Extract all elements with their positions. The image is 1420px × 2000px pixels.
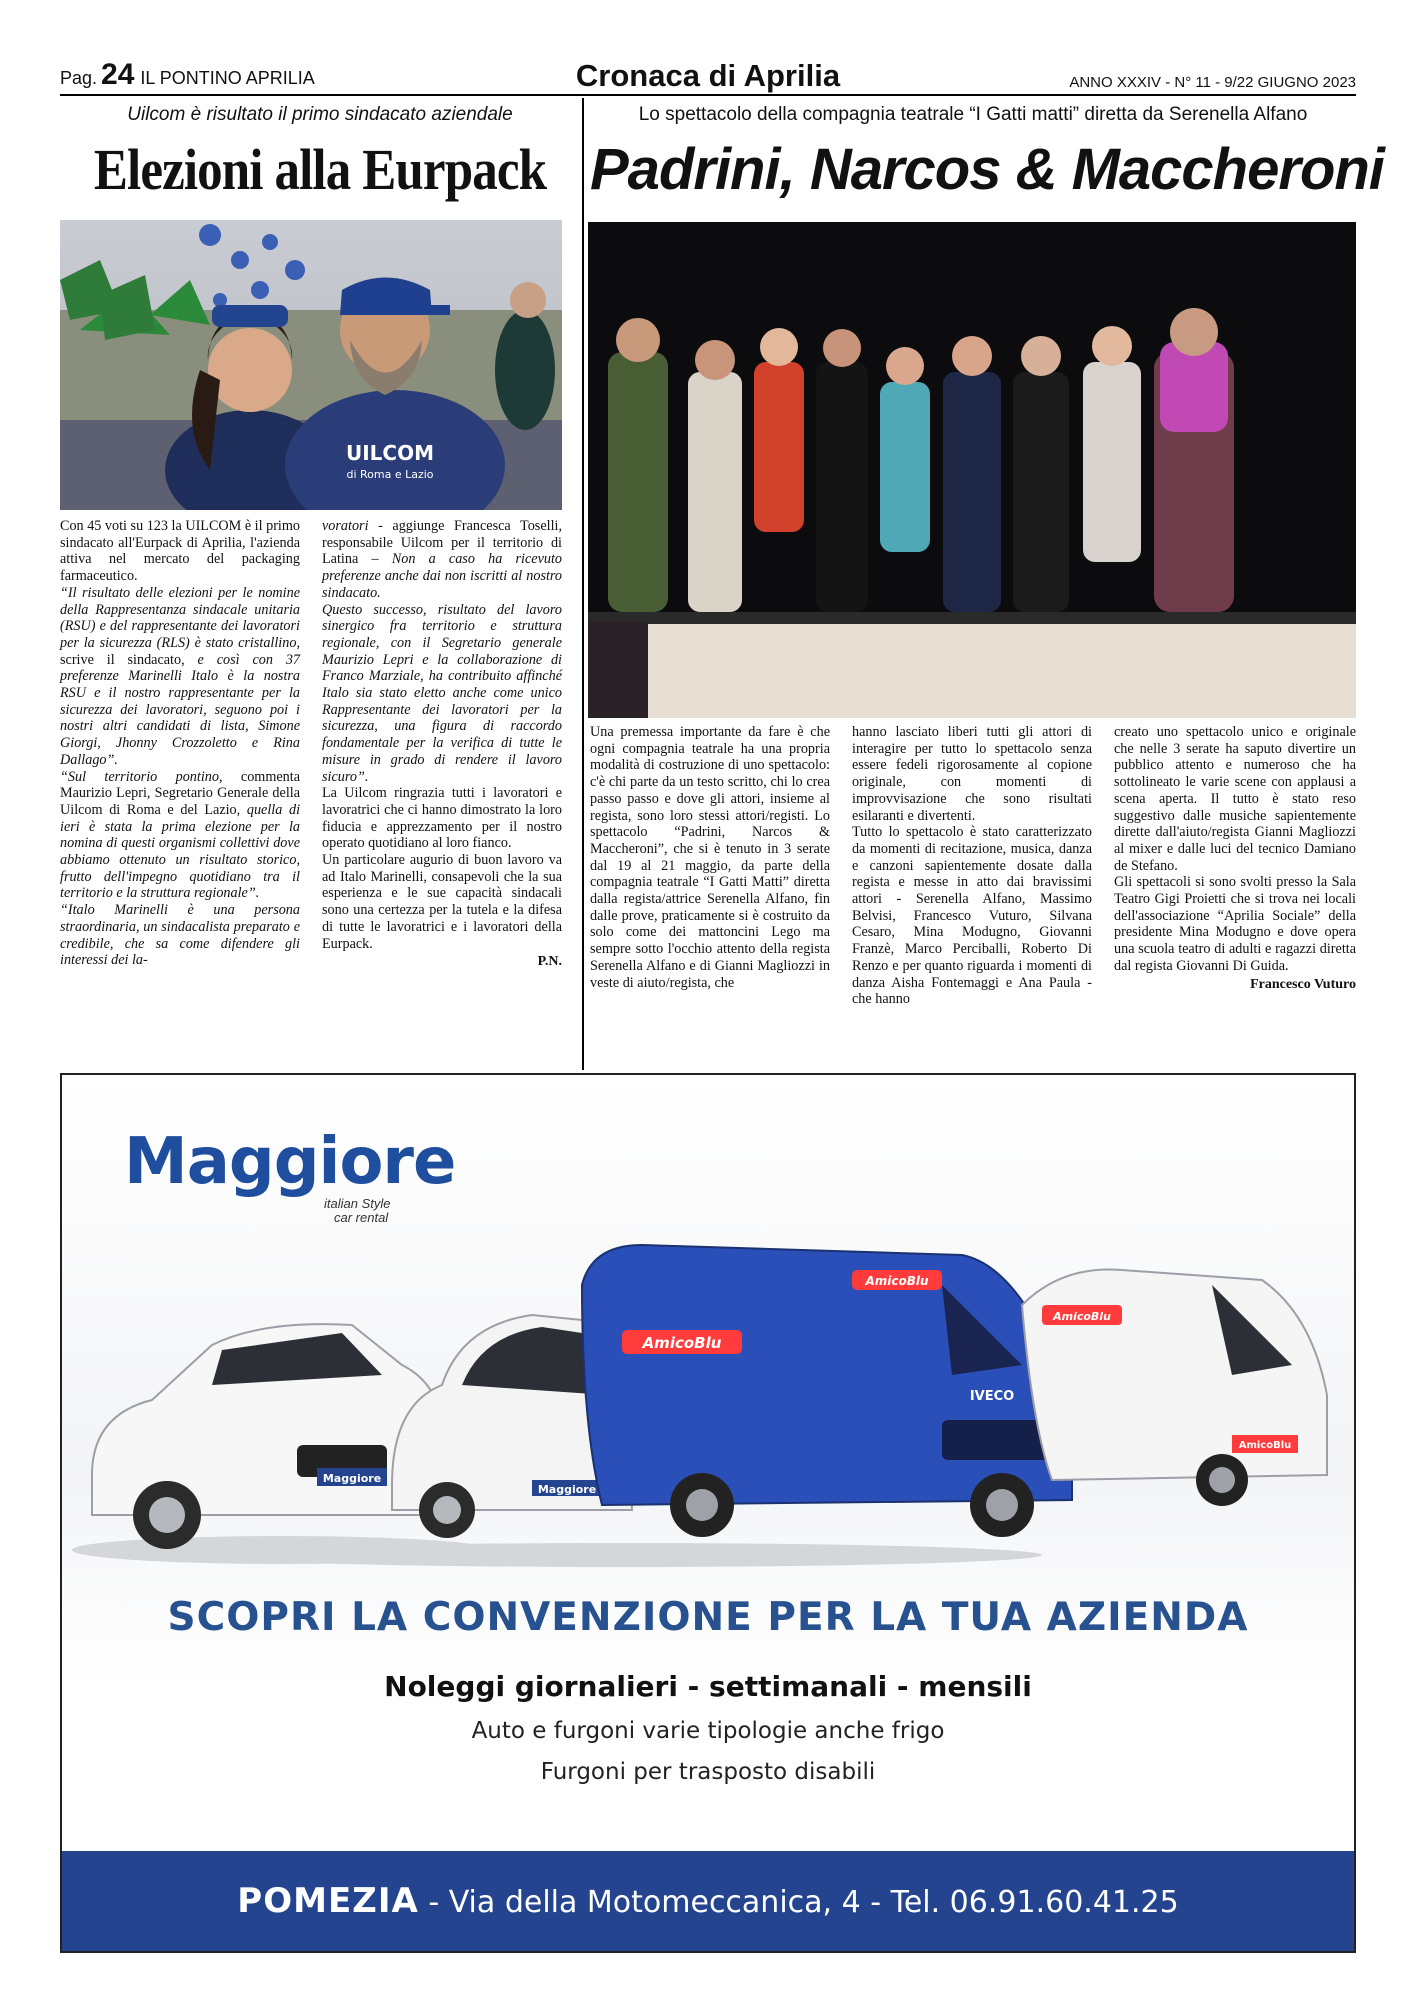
left-col1-attrib: scrive il sindacato,	[60, 651, 185, 668]
ad-city: POMEZIA	[237, 1881, 419, 1921]
left-col1-quote1: “Il risultato delle elezioni per le nomine della Rappresentanza sindacale unitaria (RSU) e del rappresentante dei lavoratori per la sicurezza (RLS) è stato cristallino,	[60, 584, 300, 651]
issue-info: ANNO XXXIV - N° 11 - 9/22 GIUGNO 2023	[1069, 74, 1356, 91]
fiat-plate-text: Maggiore	[537, 1483, 597, 1496]
left-col1-quote3: “Sul territorio pontino,	[60, 768, 223, 785]
left-col2-quote3: Questo successo, risultato del lavoro sinergico fra territorio e struttura regionale, con il Segretario generale Maurizio Lepri e la collaborazione di Franco Marziale, ha contribuito affinché Italo sia stato eletto anche come unico Rappresentante dei lavoratori per la sicurezza, una figura di raccordo fondamentale per la verifica di tutte le misure in grado di rendere il lavoro sicuro”.	[322, 601, 562, 785]
vehicles-illustration	[62, 1225, 1354, 1575]
ad-headline: SCOPRI LA CONVENZIONE PER LA TUA AZIENDA	[167, 1595, 1249, 1640]
berlingo-brand-text: AmicoBlu	[1053, 1310, 1111, 1323]
left-col1-attrib2: commenta Maurizio Lepri, Segretario Generale della Uilcom di Roma e del Lazio,	[60, 768, 300, 818]
left-col1-p1: Con 45 voti su 123 la UILCOM è il primo sindacato all'Eurpack di Aprilia, l'azienda attiva nel mercato del packaging farmaceutico.	[60, 518, 300, 585]
right-headline: Padrini, Narcos & Maccheroni	[590, 137, 1384, 202]
right-article-col-3	[1114, 724, 1356, 993]
publication-name: IL PONTINO APRILIA	[140, 68, 315, 88]
iveco-van	[582, 1245, 1072, 1537]
page-number: 24	[101, 58, 135, 91]
right-article-col-1	[590, 724, 830, 991]
berlingo-van	[1022, 1269, 1327, 1506]
ad-contact-bar	[62, 1851, 1354, 1951]
audi-car	[92, 1324, 442, 1549]
left-article-col-1	[60, 518, 300, 969]
ad-rental-periods: Noleggi giornalieri - settimanali - mensili	[384, 1670, 1032, 1703]
right-col3-p2: Gli spettacoli si sono svolti presso la Sala Teatro Gigi Proietti che si trova nei locali dell'associazione “Aprilia Sociale” della presidente Mina Modugno e dove opera una scuola teatro di adulti e ragazzi diretta dal regista Giovanni Di Guida.	[1114, 874, 1356, 974]
maggiore-advertisement[interactable]	[60, 1073, 1356, 1953]
maggiore-logo: Maggiore	[124, 1125, 456, 1199]
tagline-line-1: italian Style	[324, 1196, 391, 1211]
theatre-photo	[588, 222, 1356, 718]
photo-uilcom-label: UILCOM	[345, 441, 435, 465]
photo-uilcom-sub: di Roma e Lazio	[346, 468, 434, 481]
tagline-line-2: car rental	[334, 1210, 389, 1225]
left-article-col-2	[322, 518, 562, 971]
berlingo-plate-text: AmicoBlu	[1238, 1440, 1292, 1451]
ad-vehicle-types: Auto e furgoni varie tipologie anche frigo	[471, 1718, 945, 1744]
ad-disabled-transport: Furgoni per trasposto disabili	[540, 1759, 876, 1785]
van-brand-text: AmicoBlu	[642, 1334, 722, 1352]
left-col2-p3: Un particolare augurio di buon lavoro va ad Italo Marinelli, consapevoli che la sua esperienza e le sue capacità sindacali sono una certezza per la tutela e la difesa di tutte le lavoratrici e i lavoratori della Eurpack.	[322, 852, 562, 952]
left-col1-quote2: e così con 37 preferenze Marinelli Italo è la nostra RSU e il nostro rappresentante per la sicurezza dei lavoratori, seguono poi i nostri altri candidati di lista, Simone Giorgi, Jhonny Crozzoletto e Rina Dallago”.	[60, 651, 301, 768]
right-article-col-2	[852, 724, 1092, 1008]
section-title: Cronaca di Aprilia	[575, 58, 841, 93]
left-col2-quote2: Non a caso ha ricevuto preferenze anche dai non iscritti al nostro sindacato.	[322, 551, 563, 601]
right-kicker: Lo spettacolo della compagnia teatrale “I Gatti matti” diretta da Serenella Alfano	[638, 104, 1308, 125]
right-col1-p1: Una premessa importante da fare è che ogni compagnia teatrale ha una propria modalità di costruzione di uno spettacolo: c'è chi parte da un testo scritto, chi lo crea passo passo e dove gli attori, insieme al regista, sono loro stessi attori/registi. Lo spettacolo “Padrini, Narcos & Maccheroni”, che si è tenuto in 3 serate dal 19 al 21 maggio, da parte della compagnia teatrale “I Gatti Matti” diretta dalla regista/attrice Serenella Alfano, fin dalle prove, praticamente si è costruito da solo come dei mattoncini Lego ma sempre sotto l'occhio attento della regista Serenella Alfano e di Gianni Magliozzi in veste di aiuto/regista, che	[590, 724, 830, 991]
right-signature: Francesco Vuturo	[1250, 976, 1356, 992]
left-col2-attrib: - aggiunge Francesca Toselli, responsabile Uilcom per il territorio di Latina –	[322, 518, 563, 568]
audi-plate-text: Maggiore	[322, 1472, 382, 1485]
page-header	[60, 60, 1356, 96]
ad-address-phone: - Via della Motomeccanica, 4 - Tel. 06.91.60.41.25	[418, 1885, 1179, 1920]
left-col2-quote1: voratori	[322, 518, 369, 534]
column-divider	[582, 98, 584, 1070]
van-make-text: IVECO	[969, 1389, 1015, 1404]
left-col1-quote4: quella di ieri è stata la prima elezione per la nomina di questi organismi collettivi dove abbiamo ottenuto un risultato storico, frutto dell'impegno quotidiano tra il territorio e la struttura regionale”.	[60, 801, 301, 902]
right-col3-p1: creato uno spettacolo unico e originale che nelle 3 serate ha saputo divertire un pubblico attento e numeroso che ha sottolineato le varie scene con applausi a scena aperta. Il tutto è stato reso suggestivo dalle musiche sapientemente dirette dall'aiuto/regista Gianni Magliozzi al mixer e dalle luci del tecnico Damiano de Stefano.	[1114, 724, 1356, 874]
left-signature: P.N.	[537, 954, 562, 970]
logo-tagline	[324, 1197, 390, 1225]
left-kicker: Uilcom è risultato il primo sindacato aziendale	[127, 104, 513, 125]
uilcom-photo	[60, 220, 562, 510]
page-label: Pag.	[60, 68, 98, 88]
van-brand-text-2: AmicoBlu	[865, 1274, 929, 1288]
right-col2-p1: hanno lasciato liberi tutti gli attori di interagire per tutto lo spettacolo senza essere fedeli rigorosamente al copione originale, con momenti di improvvisazione che sono risultati esilaranti e divertenti.	[852, 724, 1092, 824]
right-col2-p2: Tutto lo spettacolo è stato caratterizzato da momenti di recitazione, musica, danza e canzoni sapientemente dosate dalla regista e messe in atto dai bravissimi attori - Serenella Alfano, Massimo Belvisi, Francesco Vuturo, Silvana Cesaro, Mina Modugno, Giovanni Franzè, Marco Perciballi, Roberto Di Renzo e per quanto riguarda i momenti di danza Aisha Fontemaggi e Ana Paula - che hanno	[852, 824, 1092, 1008]
left-col1-quote5: “Italo Marinelli è una persona straordinaria, un sindacalista preparato e credibile, che sa come difendere gli interessi dei la-	[60, 902, 300, 969]
left-headline: Elezioni alla Eurpack	[93, 137, 547, 202]
left-col2-p2: La Uilcom ringrazia tutti i lavoratori e lavoratrici che ci hanno dimostrato la loro fiducia e apprezzamento per il nostro operato quotidiano al loro fianco.	[322, 785, 562, 852]
